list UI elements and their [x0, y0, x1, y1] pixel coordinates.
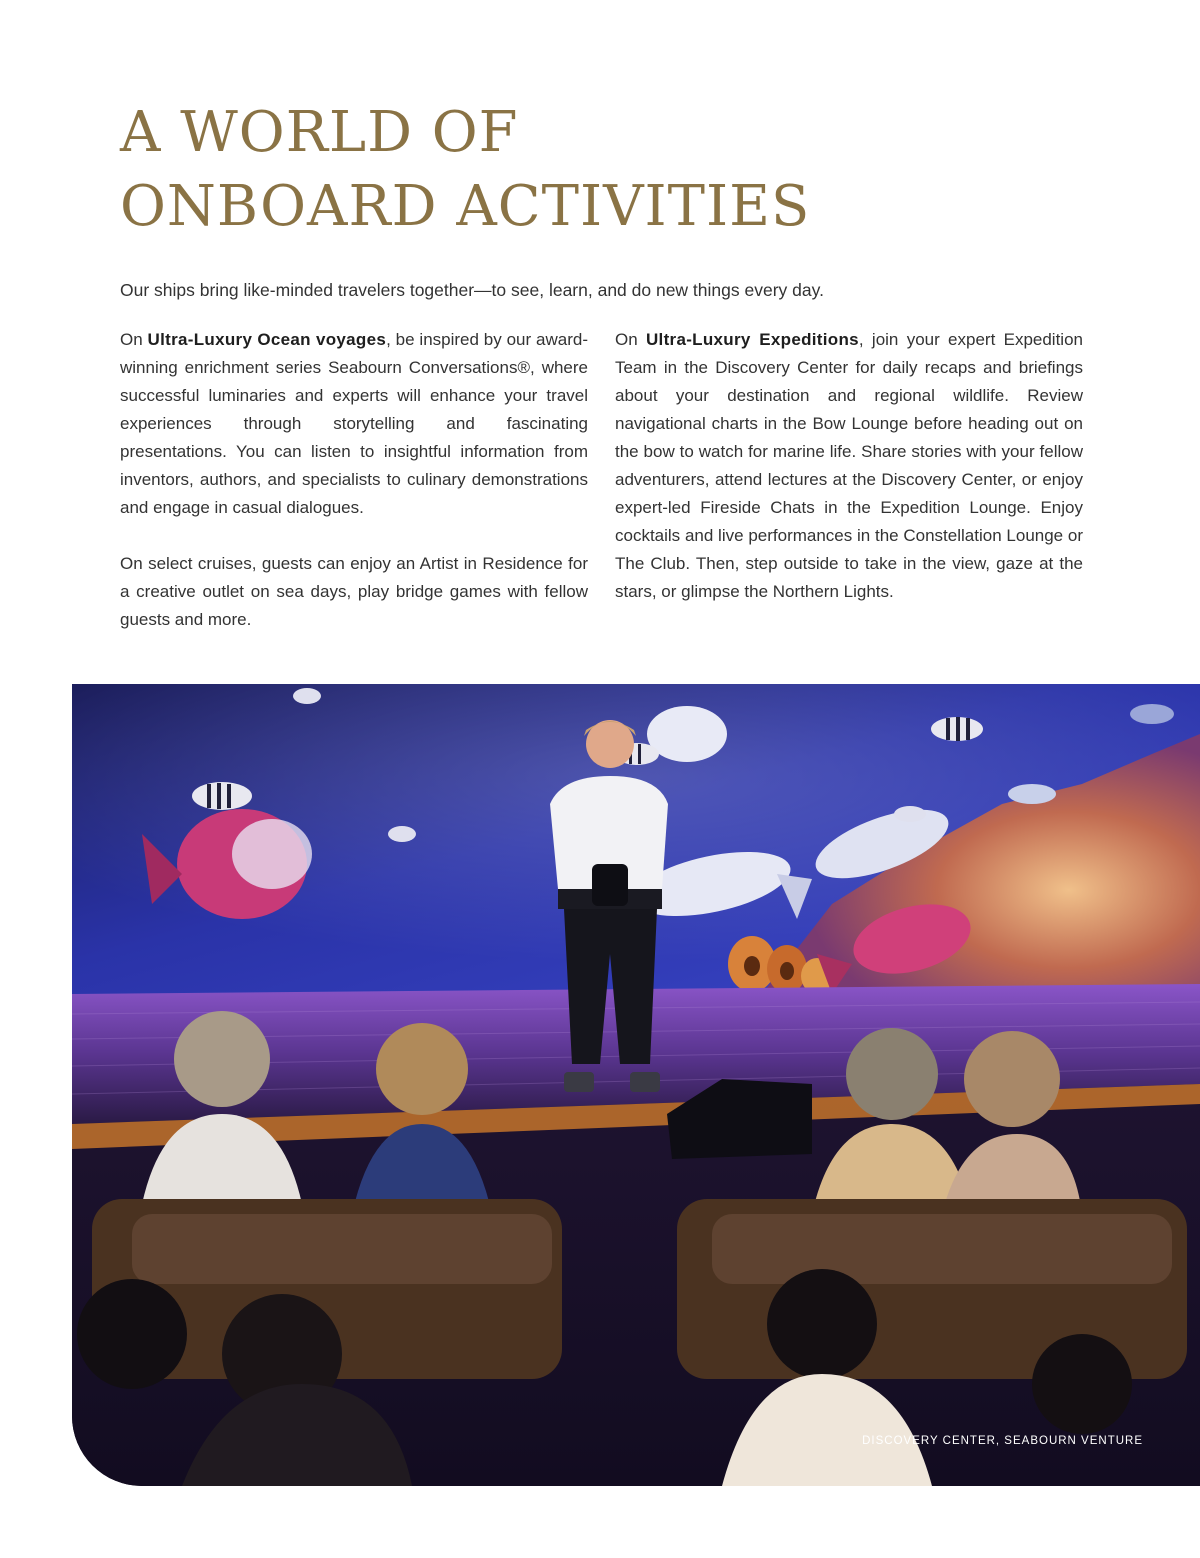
ocean-voyages-paragraph — [120, 326, 588, 522]
fish-white-top — [647, 706, 727, 762]
expeditions-text: , join your expert Expedition Team in the Discovery Center for daily recaps and briefings about your destination and regional wildlife. Review navigational charts in the Bow Lounge before heading out on the bow to watch for marine life. Share stories with your fellow adventurers, attend lectures at the Discovery Center, or enjoy expert-led Fireside Chats in the Expedition Lounge. Enjoy cocktails and live performances in the Constellation Lounge or The Club. Then, step outside to take in the view, gaze at the stars, or glimpse the Northern Lights. — [615, 330, 1083, 601]
ocean-prefix: On — [120, 330, 148, 349]
expeditions-prefix: On — [615, 330, 646, 349]
ocean-voyages-bold: Ultra-Luxury Ocean voyages — [147, 330, 387, 349]
discovery-center-photo — [72, 684, 1200, 1486]
ocean-voyages-text: , be inspired by our award-winning enrichment series Seabourn Conversations®, where successful luminaries and experts will enhance your travel experiences through storytelling and fascinating presentations. You can listen to insightful information from inventors, authors, and specialists to culinary demonstrations and engage in casual dialogues. — [120, 330, 588, 517]
expeditions-paragraph — [615, 326, 1083, 606]
title-line-2: ONBOARD ACTIVITIES — [120, 174, 811, 239]
page-title — [120, 96, 810, 244]
left-column — [120, 326, 588, 662]
right-column — [615, 326, 1083, 634]
title-line-1: A WORLD OF — [120, 100, 519, 165]
intro-text: Our ships bring like-minded travelers together—to see, learn, and do new things every day. — [120, 280, 824, 300]
photo-caption: DISCOVERY CENTER, SEABOURN VENTURE — [862, 1435, 1143, 1447]
artist-residence-paragraph: On select cruises, guests can enjoy an Artist in Residence for a creative outlet on sea days, play bridge games with fellow guests and more. — [120, 554, 588, 629]
photo-illustration — [72, 684, 1200, 1486]
expeditions-bold: Ultra-Luxury Expeditions — [645, 330, 859, 349]
